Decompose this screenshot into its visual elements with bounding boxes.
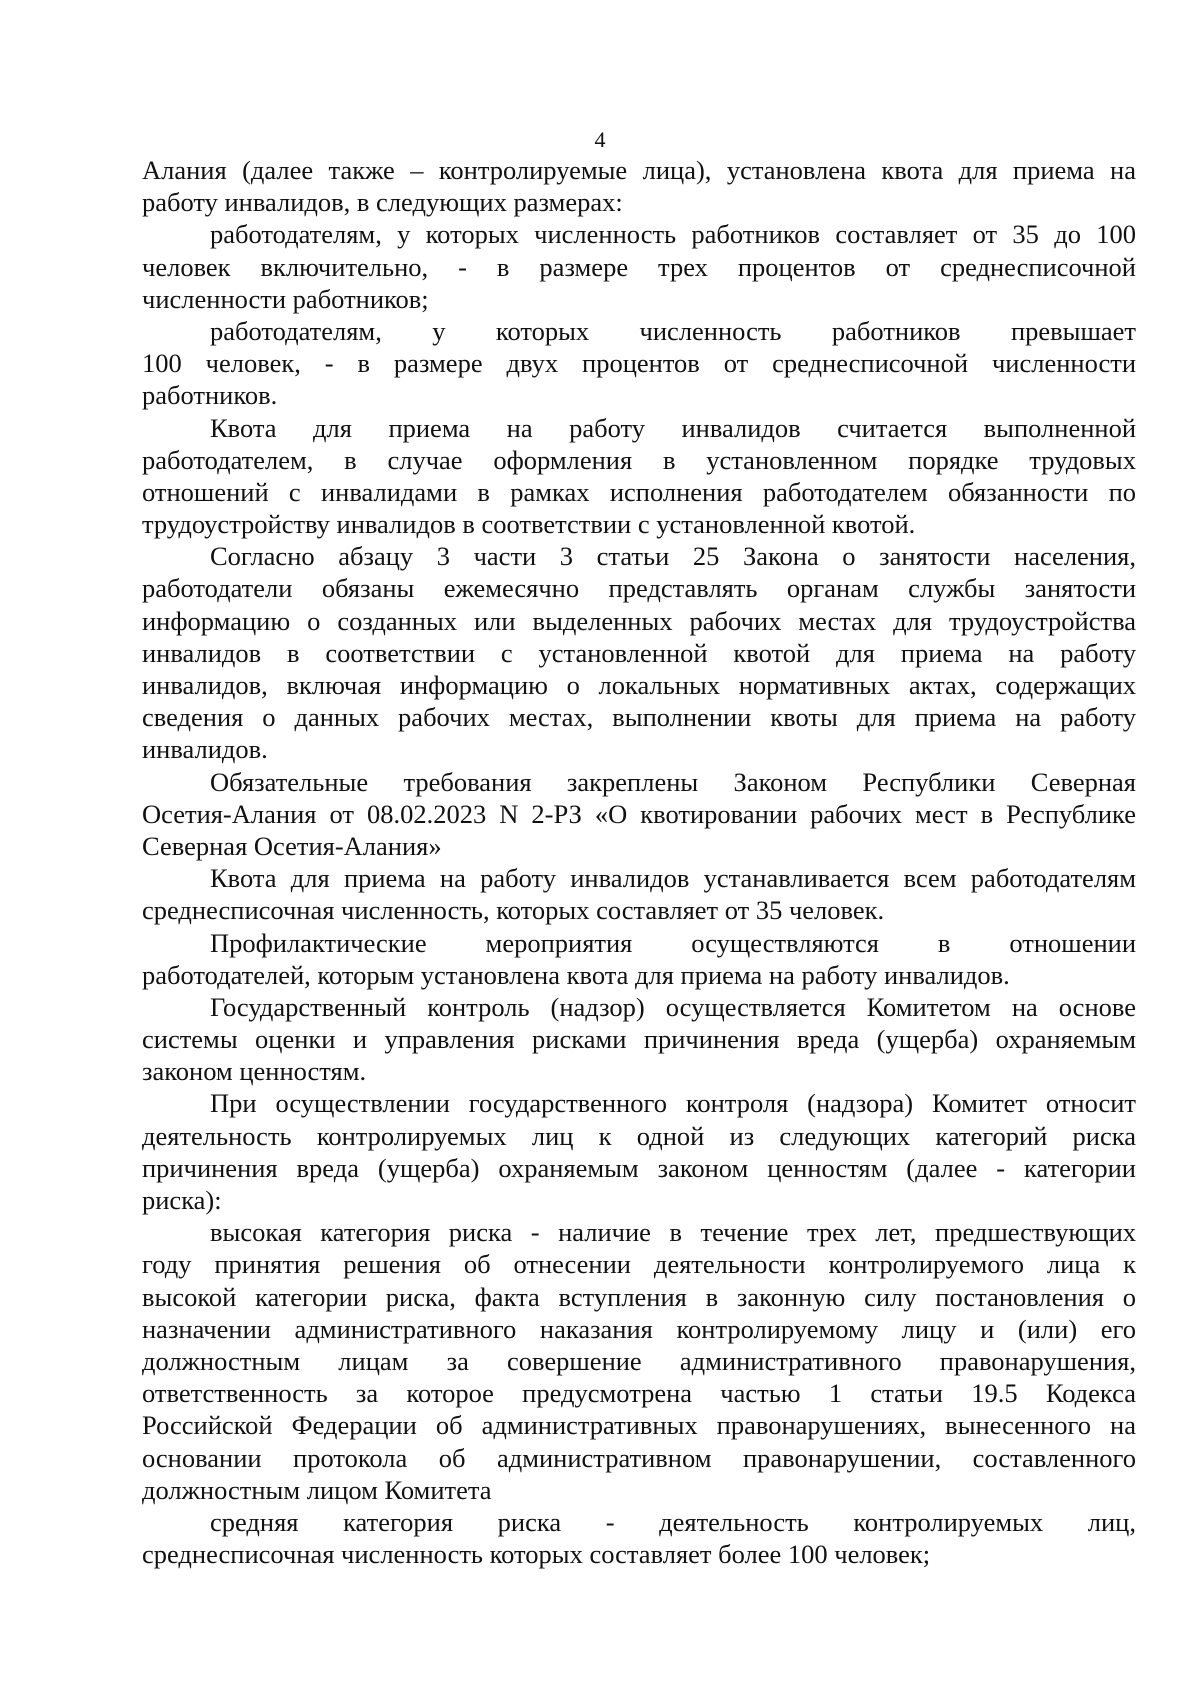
text-line: ответственность за которое предусмотрена частью 1 статьи 19.5 Кодекса xyxy=(142,1378,1136,1409)
text-line: работодателей, которым установлена квота для приема на работу инвалидов. xyxy=(142,959,1010,990)
text-line: Квота для приема на работу инвалидов устанавливается всем работодателям xyxy=(210,863,1136,894)
page-number: 4 xyxy=(594,127,606,152)
text-line: работу инвалидов, в следующих размерах: xyxy=(142,187,623,218)
text-line: среднесписочная численность которых составляет более 100 человек; xyxy=(142,1539,931,1570)
text-line: риска): xyxy=(142,1185,222,1215)
text-line: Осетия-Алания от 08.02.2023 N 2-РЗ «О квотировании рабочих мест в Республике xyxy=(142,798,1136,829)
text-line: системы оценки и управления рисками причинения вреда (ущерба) охраняемым xyxy=(142,1024,1136,1055)
text-line: Северная Осетия-Алания» xyxy=(142,830,442,861)
text-line: отношений с инвалидами в рамках исполнения работодателем обязанности по xyxy=(142,476,1136,507)
text-line: численности работников; xyxy=(142,283,429,314)
text-line: деятельность контролируемых лиц к одной из следующих категорий риска xyxy=(142,1120,1136,1151)
text-line: Алания (далее также – контролируемые лица), установлена квота для приема на xyxy=(142,155,1136,185)
text-line: высокая категория риска - наличие в течение трех лет, предшествующих xyxy=(210,1217,1136,1248)
text-line: 100 человек, - в размере двух процентов от среднесписочной численности xyxy=(142,348,1136,379)
text-line: законом ценностям. xyxy=(142,1056,367,1087)
text-line: работодателям, у которых численность работников составляет от 35 до 100 xyxy=(210,219,1136,250)
text-line: среднесписочная численность, которых составляет от 35 человек. xyxy=(142,895,885,926)
text-line: информацию о созданных или выделенных рабочих местах для трудоустройства xyxy=(142,605,1136,636)
text-line: работников. xyxy=(142,380,278,411)
text-line: работодателям, у которых численность работников превышает xyxy=(210,315,1136,346)
text-line: высокой категории риска, факта вступления в законную силу постановления о xyxy=(142,1281,1136,1312)
text-line: назначении административного наказания контролируемому лицу и (или) его xyxy=(142,1313,1136,1344)
text-line: причинения вреда (ущерба) охраняемым законом ценностям (далее - категории xyxy=(142,1152,1136,1183)
text-line: году принятия решения об отнесении деятельности контролируемого лица к xyxy=(142,1249,1136,1280)
text-line: сведения о данных рабочих местах, выполнении квоты для приема на работу xyxy=(142,702,1136,733)
text-line: средняя категория риска - деятельность контролируемых лиц, xyxy=(210,1506,1136,1537)
text-line: Профилактические мероприятия осуществляются в отношении xyxy=(210,927,1136,958)
text-line: инвалидов. xyxy=(142,734,268,765)
text-line: При осуществлении государственного контроля (надзора) Комитет относит xyxy=(210,1088,1136,1119)
text-line: трудоустройству инвалидов в соответствии с установленной квотой. xyxy=(142,509,916,540)
text-line: Согласно абзацу 3 части 3 статьи 25 Закона о занятости населения, xyxy=(210,541,1136,572)
document-body xyxy=(142,154,1136,1570)
text-line: Российской Федерации об административных правонарушениях, вынесенного на xyxy=(142,1410,1136,1441)
text-line: человек включительно, - в размере трех процентов от среднесписочной xyxy=(142,251,1136,282)
text-line: должностным лицом Комитета xyxy=(142,1474,492,1505)
text-line: Государственный контроль (надзор) осуществляется Комитетом на основе xyxy=(210,991,1136,1022)
text-line: Обязательные требования закреплены Законом Республики Северная xyxy=(210,766,1136,797)
text-line: работодатели обязаны ежемесячно представлять органам службы занятости xyxy=(142,573,1136,604)
text-line: работодателем, в случае оформления в установленном порядке трудовых xyxy=(142,444,1136,475)
text-line: Квота для приема на работу инвалидов считается выполненной xyxy=(210,412,1136,443)
text-line: должностным лицам за совершение административного правонарушения, xyxy=(142,1345,1136,1376)
text-line: инвалидов, включая информацию о локальных нормативных актах, содержащих xyxy=(142,670,1136,700)
text-line: основании протокола об административном правонарушении, составленного xyxy=(142,1442,1136,1473)
text-line: инвалидов в соответствии с установленной квотой для приема на работу xyxy=(142,637,1136,668)
